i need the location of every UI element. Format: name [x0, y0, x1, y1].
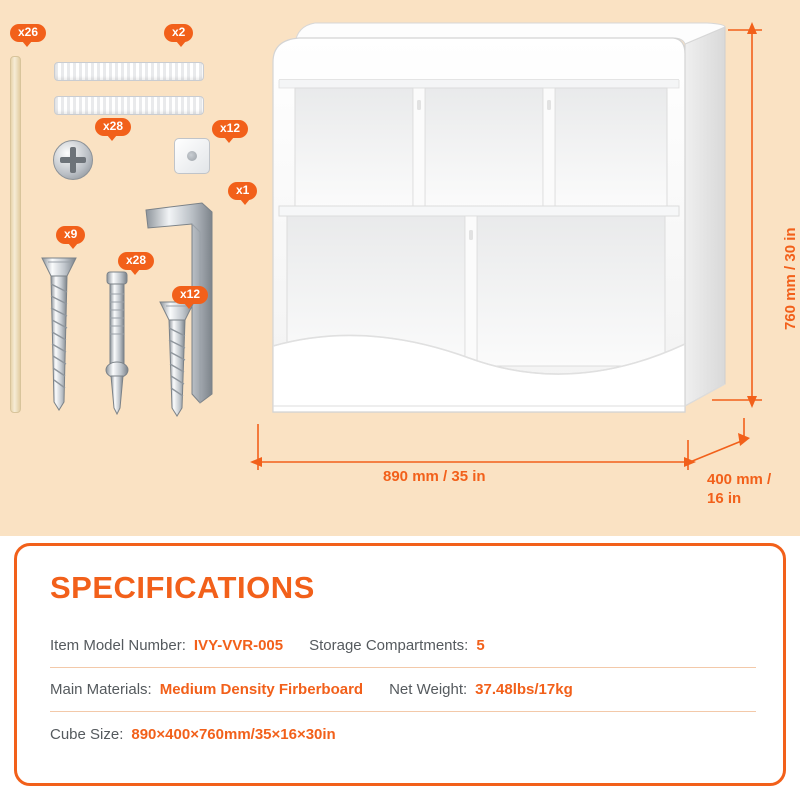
spec-value-main-materials: Medium Density Firberboard: [159, 681, 364, 698]
dimension-width-label: 890 mm / 35 in: [383, 468, 486, 485]
spec-key-main-materials: Main Materials:: [50, 681, 152, 698]
spec-key-model-number: Item Model Number:: [50, 637, 186, 654]
spec-value-model-number: IVY-VVR-005: [193, 637, 284, 654]
qty-badge-wooden-dowel: x26: [10, 24, 46, 42]
qty-badge-adhesive-strip: x2: [164, 24, 193, 42]
spec-row-1: [50, 624, 756, 668]
qty-badge-cam-bolt: x28: [118, 252, 154, 270]
spec-row-2: [50, 668, 756, 712]
dimension-depth-label: 400 mm / 16 in: [707, 471, 772, 507]
specifications-panel: [14, 543, 786, 786]
spec-value-net-weight: 37.48lbs/17kg: [475, 681, 573, 698]
specifications-title: SPECIFICATIONS: [50, 570, 315, 605]
qty-badge-small-wood-screw: x12: [172, 286, 208, 304]
qty-badge-wall-anchor: x12: [212, 120, 248, 138]
qty-badge-cam-lock-disc: x28: [95, 118, 131, 136]
spec-value-cube-size: 890×400×760mm/35×16×30in: [131, 725, 336, 743]
dimension-height-label: 760 mm / 30 in: [782, 227, 799, 330]
qty-badge-allen-key: x1: [228, 182, 257, 200]
spec-row-3: [50, 712, 756, 756]
spec-key-net-weight: Net Weight:: [389, 681, 468, 698]
spec-value-storage-compartments: 5: [476, 637, 485, 654]
spec-key-cube-size: Cube Size:: [50, 725, 124, 743]
spec-key-storage-compartments: Storage Compartments:: [309, 637, 469, 654]
qty-badge-large-wood-screw: x9: [56, 226, 85, 244]
